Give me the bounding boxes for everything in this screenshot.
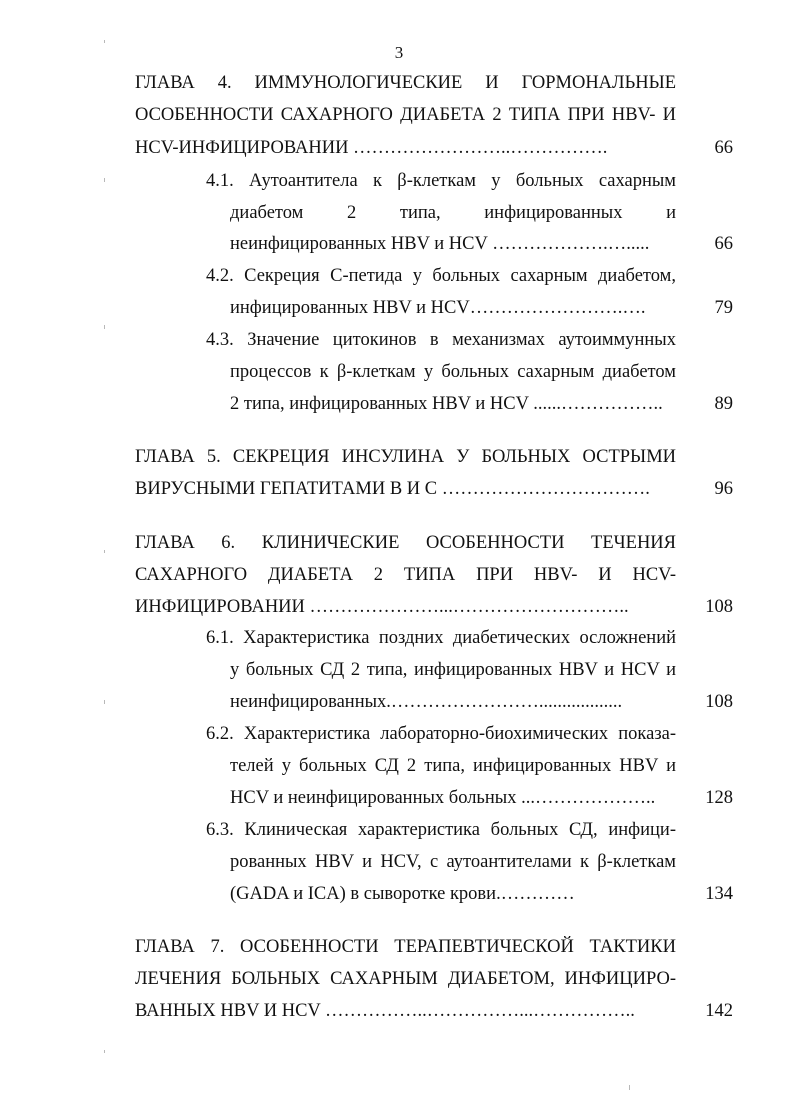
chapter-5-page: 96 [714,479,733,499]
chapter-6-page: 108 [705,597,733,617]
scan-speck [104,325,105,329]
chapter-6-title-line-1: ГЛАВА 6. КЛИНИЧЕСКИЕ ОСОБЕННОСТИ ТЕЧЕНИЯ [135,533,676,553]
section-6-3-page: 134 [705,884,733,904]
chapter-7-page: 142 [705,1001,733,1021]
section-6-3-line-2: рованных HBV и HCV, с аутоантителами к β-клеткам [230,852,676,872]
section-4-3-line-2: процессов к β-клеткам у больных сахарным диабетом [230,362,676,382]
section-6-2-line-2: телей у больных СД 2 типа, инфицированных HBV и [230,756,676,776]
chapter-5-title-line-2: ВИРУСНЫМИ ГЕПАТИТАМИ В И С ……………………………. [135,479,650,499]
chapter-6-title-line-3: ИНФИЦИРОВАНИИ …………………...……………………….. [135,597,629,617]
chapter-5-title-line-1: ГЛАВА 5. СЕКРЕЦИЯ ИНСУЛИНА У БОЛЬНЫХ ОСТРЫМИ [135,447,676,467]
scan-speck [104,700,105,704]
page-number: 3 [394,43,404,62]
chapter-7-title-line-1: ГЛАВА 7. ОСОБЕННОСТИ ТЕРАПЕВТИЧЕСКОЙ ТАКТИКИ [135,937,676,957]
section-4-2-page: 79 [714,298,733,318]
chapter-4-title-line-3: HCV-ИНФИЦИРОВАНИИ ……………………..……………. [135,138,608,158]
section-4-2-line-1: 4.2. Секреция С-петида у больных сахарным диабетом, [206,266,676,286]
section-6-2-page: 128 [705,788,733,808]
chapter-4-page: 66 [714,138,733,158]
section-6-1-line-2: у больных СД 2 типа, инфицированных HBV и HCV и [230,660,676,680]
section-4-1-page: 66 [714,234,733,254]
chapter-4-title-line-1: ГЛАВА 4. ИММУНОЛОГИЧЕСКИЕ И ГОРМОНАЛЬНЫЕ [135,73,676,93]
section-6-1-page: 108 [705,692,733,712]
scan-speck [629,1085,630,1090]
chapter-7-title-line-2: ЛЕЧЕНИЯ БОЛЬНЫХ САХАРНЫМ ДИАБЕТОМ, ИНФИЦИРО- [135,969,676,989]
scan-speck [104,178,105,182]
scan-speck [104,550,105,553]
section-4-3-page: 89 [714,394,733,414]
chapter-4-title-line-2: ОСОБЕННОСТИ САХАРНОГО ДИАБЕТА 2 ТИПА ПРИ HBV- И [135,105,676,125]
section-4-1-line-3: неинфицированных HBV и HCV ……………….…..... [230,234,650,254]
chapter-7-title-line-3: ВАННЫХ HBV И HCV ……………..……………...…………….. [135,1001,635,1021]
scan-speck [104,1050,105,1053]
section-6-2-line-3: HCV и неинфицированных больных ...……………….. [230,788,656,808]
section-4-1-line-2: диабетом 2 типа, инфицированных и [230,203,676,223]
section-6-3-line-1: 6.3. Клиническая характеристика больных СД, инфици- [206,820,676,840]
section-6-2-line-1: 6.2. Характеристика лабораторно-биохимических показа- [206,724,676,744]
section-4-3-line-3: 2 типа, инфицированных HBV и HCV ......…………….. [230,394,663,414]
section-6-1-line-3: неинфицированных.…………………….................. [230,692,623,712]
section-6-3-line-3: (GADA и ICA) в сыворотке крови.………… [230,884,575,904]
section-4-3-line-1: 4.3. Значение цитокинов в механизмах аутоиммунных [206,330,676,350]
section-6-1-line-1: 6.1. Характеристика поздних диабетических осложнений [206,628,676,648]
chapter-6-title-line-2: САХАРНОГО ДИАБЕТА 2 ТИПА ПРИ HBV- И HCV- [135,565,676,585]
section-4-2-line-2: инфицированных HBV и HCV…………………….…. [230,298,646,318]
section-4-1-line-1: 4.1. Аутоантитела к β-клеткам у больных сахарным [206,171,676,191]
